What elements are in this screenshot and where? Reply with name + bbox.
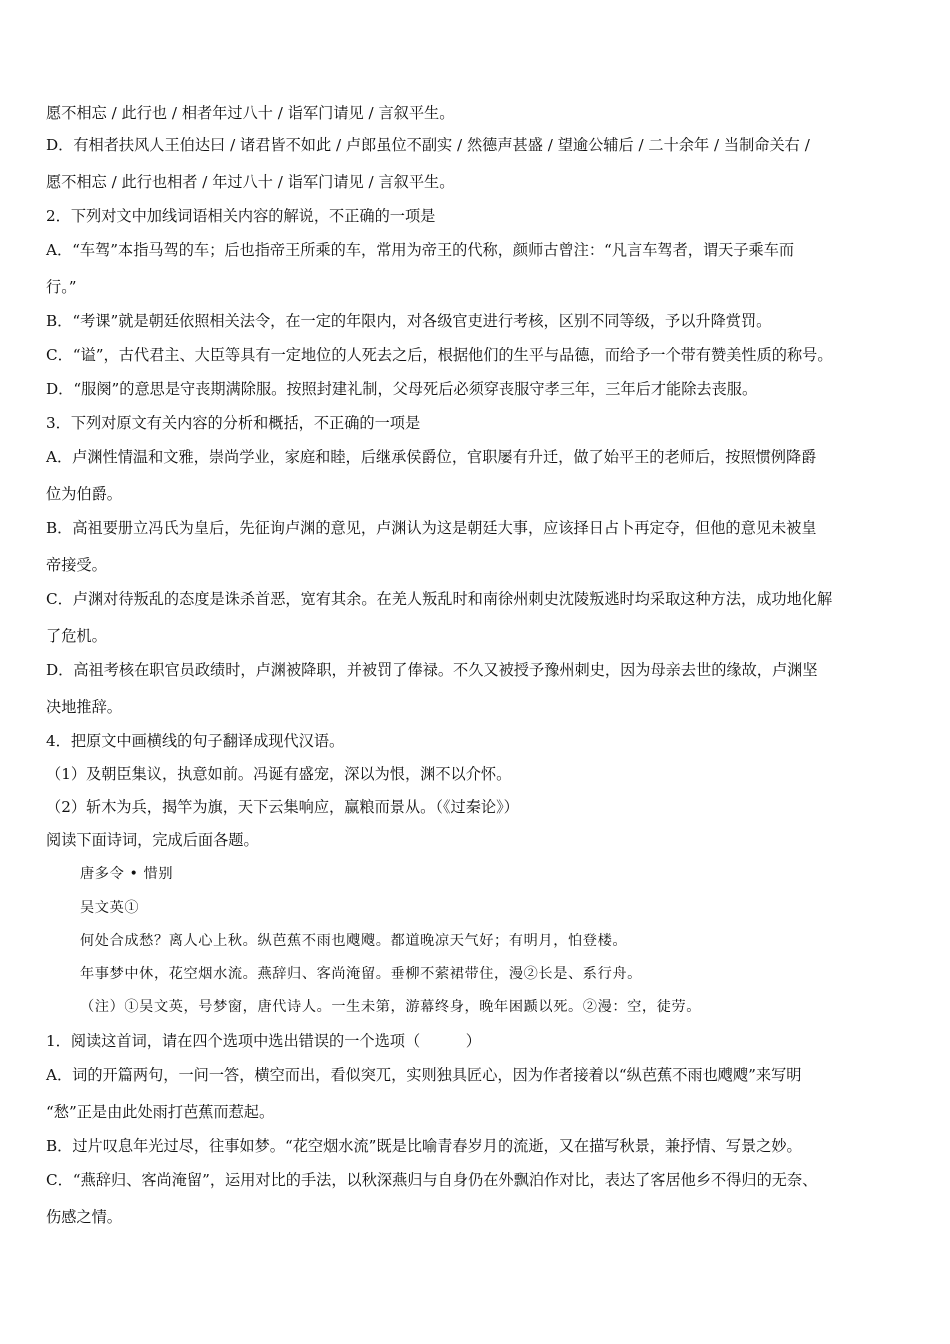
q1-option-d-continuation: 愿不相忘 / 此行也相者 / 年过八十 / 诣军门请见 / 言叙平生。 bbox=[46, 173, 455, 191]
q2-option-a-line1: A．“车驾”本指马驾的车；后也指帝王所乘的车，常用为帝王的代称，颜师古曾注：“凡言车驾者，谓天子乘车而 bbox=[46, 241, 795, 259]
poem-q1-option-c-line2: 伤感之情。 bbox=[46, 1208, 122, 1226]
q1-option-d: D．有相者扶风人王伯达曰 / 诸君皆不如此 / 卢郎虽位不副实 / 然德声甚盛 / 望逾公辅后 / 二十余年 / 当制命关右 / bbox=[46, 136, 810, 154]
q3-option-d-line1: D．高祖考核在职官员政绩时，卢渊被降职，并被罚了俸禄。不久又被授予豫州刺史，因为母亲去世的缘故，卢渊坚 bbox=[46, 661, 818, 679]
q4-stem: 4．把原文中画横线的句子翻译成现代汉语。 bbox=[46, 732, 345, 750]
q3-option-b-line2: 帝接受。 bbox=[46, 556, 107, 574]
q2-option-b: B．“考课”就是朝廷依照相关法令，在一定的年限内，对各级官吏进行考核，区别不同等级，予以升降赏罚。 bbox=[46, 312, 772, 330]
q3-option-c-line2: 了危机。 bbox=[46, 627, 107, 645]
q2-option-d: D．“服阕”的意思是守丧期满除服。按照封建礼制，父母死后必须穿丧服守孝三年，三年后才能除去丧服。 bbox=[46, 380, 758, 398]
q4-sentence-1: （1）及朝臣集议，执意如前。冯诞有盛宠，深以为恨，渊不以介怀。 bbox=[46, 765, 512, 783]
poem-q1-option-a-line2: “愁”正是由此处雨打芭蕉而惹起。 bbox=[46, 1103, 275, 1121]
q4-sentence-2: （2）斩木为兵，揭竿为旗，天下云集响应，赢粮而景从。（《过秦论》） bbox=[46, 798, 519, 816]
poem-author: 吴文英① bbox=[80, 900, 140, 916]
q3-option-b-line1: B．高祖要册立冯氏为皇后，先征询卢渊的意见，卢渊认为这是朝廷大事，应该择日占卜再定夺，但他的意见未被皇 bbox=[46, 519, 817, 537]
poem-note: （注）①吴文英，号梦窗，唐代诗人。一生未第，游幕终身，晚年困踬以死。②漫：空，徒劳。 bbox=[80, 999, 702, 1015]
poem-line-1: 何处合成愁？离人心上秋。纵芭蕉不雨也飕飕。都道晚凉天气好；有明月，怕登楼。 bbox=[80, 933, 628, 949]
q3-stem: 3．下列对原文有关内容的分析和概括，不正确的一项是 bbox=[46, 414, 421, 432]
q3-option-c-line1: C．卢渊对待叛乱的态度是诛杀首恶，宽宥其余。在羌人叛乱时和南徐州刺史沈陵叛逃时均采取这种方法，成功地化解 bbox=[46, 590, 833, 608]
poem-title: 唐多令 • 惜别 bbox=[80, 866, 174, 882]
poem-q1-option-c-line1: C．“燕辞归、客尚淹留”，运用对比的手法，以秋深燕归与自身仍在外飘泊作对比，表达了客居他乡不得归的无奈、 bbox=[46, 1171, 818, 1189]
poem-intro: 阅读下面诗词，完成后面各题。 bbox=[46, 831, 259, 849]
q3-option-a-line2: 位为伯爵。 bbox=[46, 485, 122, 503]
poem-line-2: 年事梦中休，花空烟水流。燕辞归、客尚淹留。垂柳不萦裙带住，漫②长是、系行舟。 bbox=[80, 966, 642, 982]
q3-option-a-line1: A．卢渊性情温和文雅，崇尚学业，家庭和睦，后继承侯爵位，官职屡有升迁，做了始平王的老师后，按照惯例降爵 bbox=[46, 448, 817, 466]
poem-q1-option-a-line1: A．词的开篇两句，一问一答，横空而出，看似突兀，实则独具匠心，因为作者接着以“纵芭蕉不雨也飕飕”来写明 bbox=[46, 1066, 802, 1084]
q2-option-a-line2: 行。” bbox=[46, 278, 77, 296]
q2-stem: 2．下列对文中加线词语相关内容的解说，不正确的一项是 bbox=[46, 207, 436, 225]
poem-q1-option-b: B．过片叹息年光过尽，往事如梦。“花空烟水流”既是比喻青春岁月的流逝，又在描写秋景，兼抒情、写景之妙。 bbox=[46, 1137, 802, 1155]
q1-option-c-continuation: 愿不相忘 / 此行也 / 相者年过八十 / 诣军门请见 / 言叙平生。 bbox=[46, 104, 455, 122]
poem-q1-stem: 1．阅读这首词，请在四个选项中选出错误的一个选项（ ） bbox=[46, 1032, 481, 1050]
q3-option-d-line2: 决地推辞。 bbox=[46, 698, 122, 716]
q2-option-c: C．“谥”，古代君主、大臣等具有一定地位的人死去之后，根据他们的生平与品德，而给予一个带有赞美性质的称号。 bbox=[46, 346, 833, 364]
